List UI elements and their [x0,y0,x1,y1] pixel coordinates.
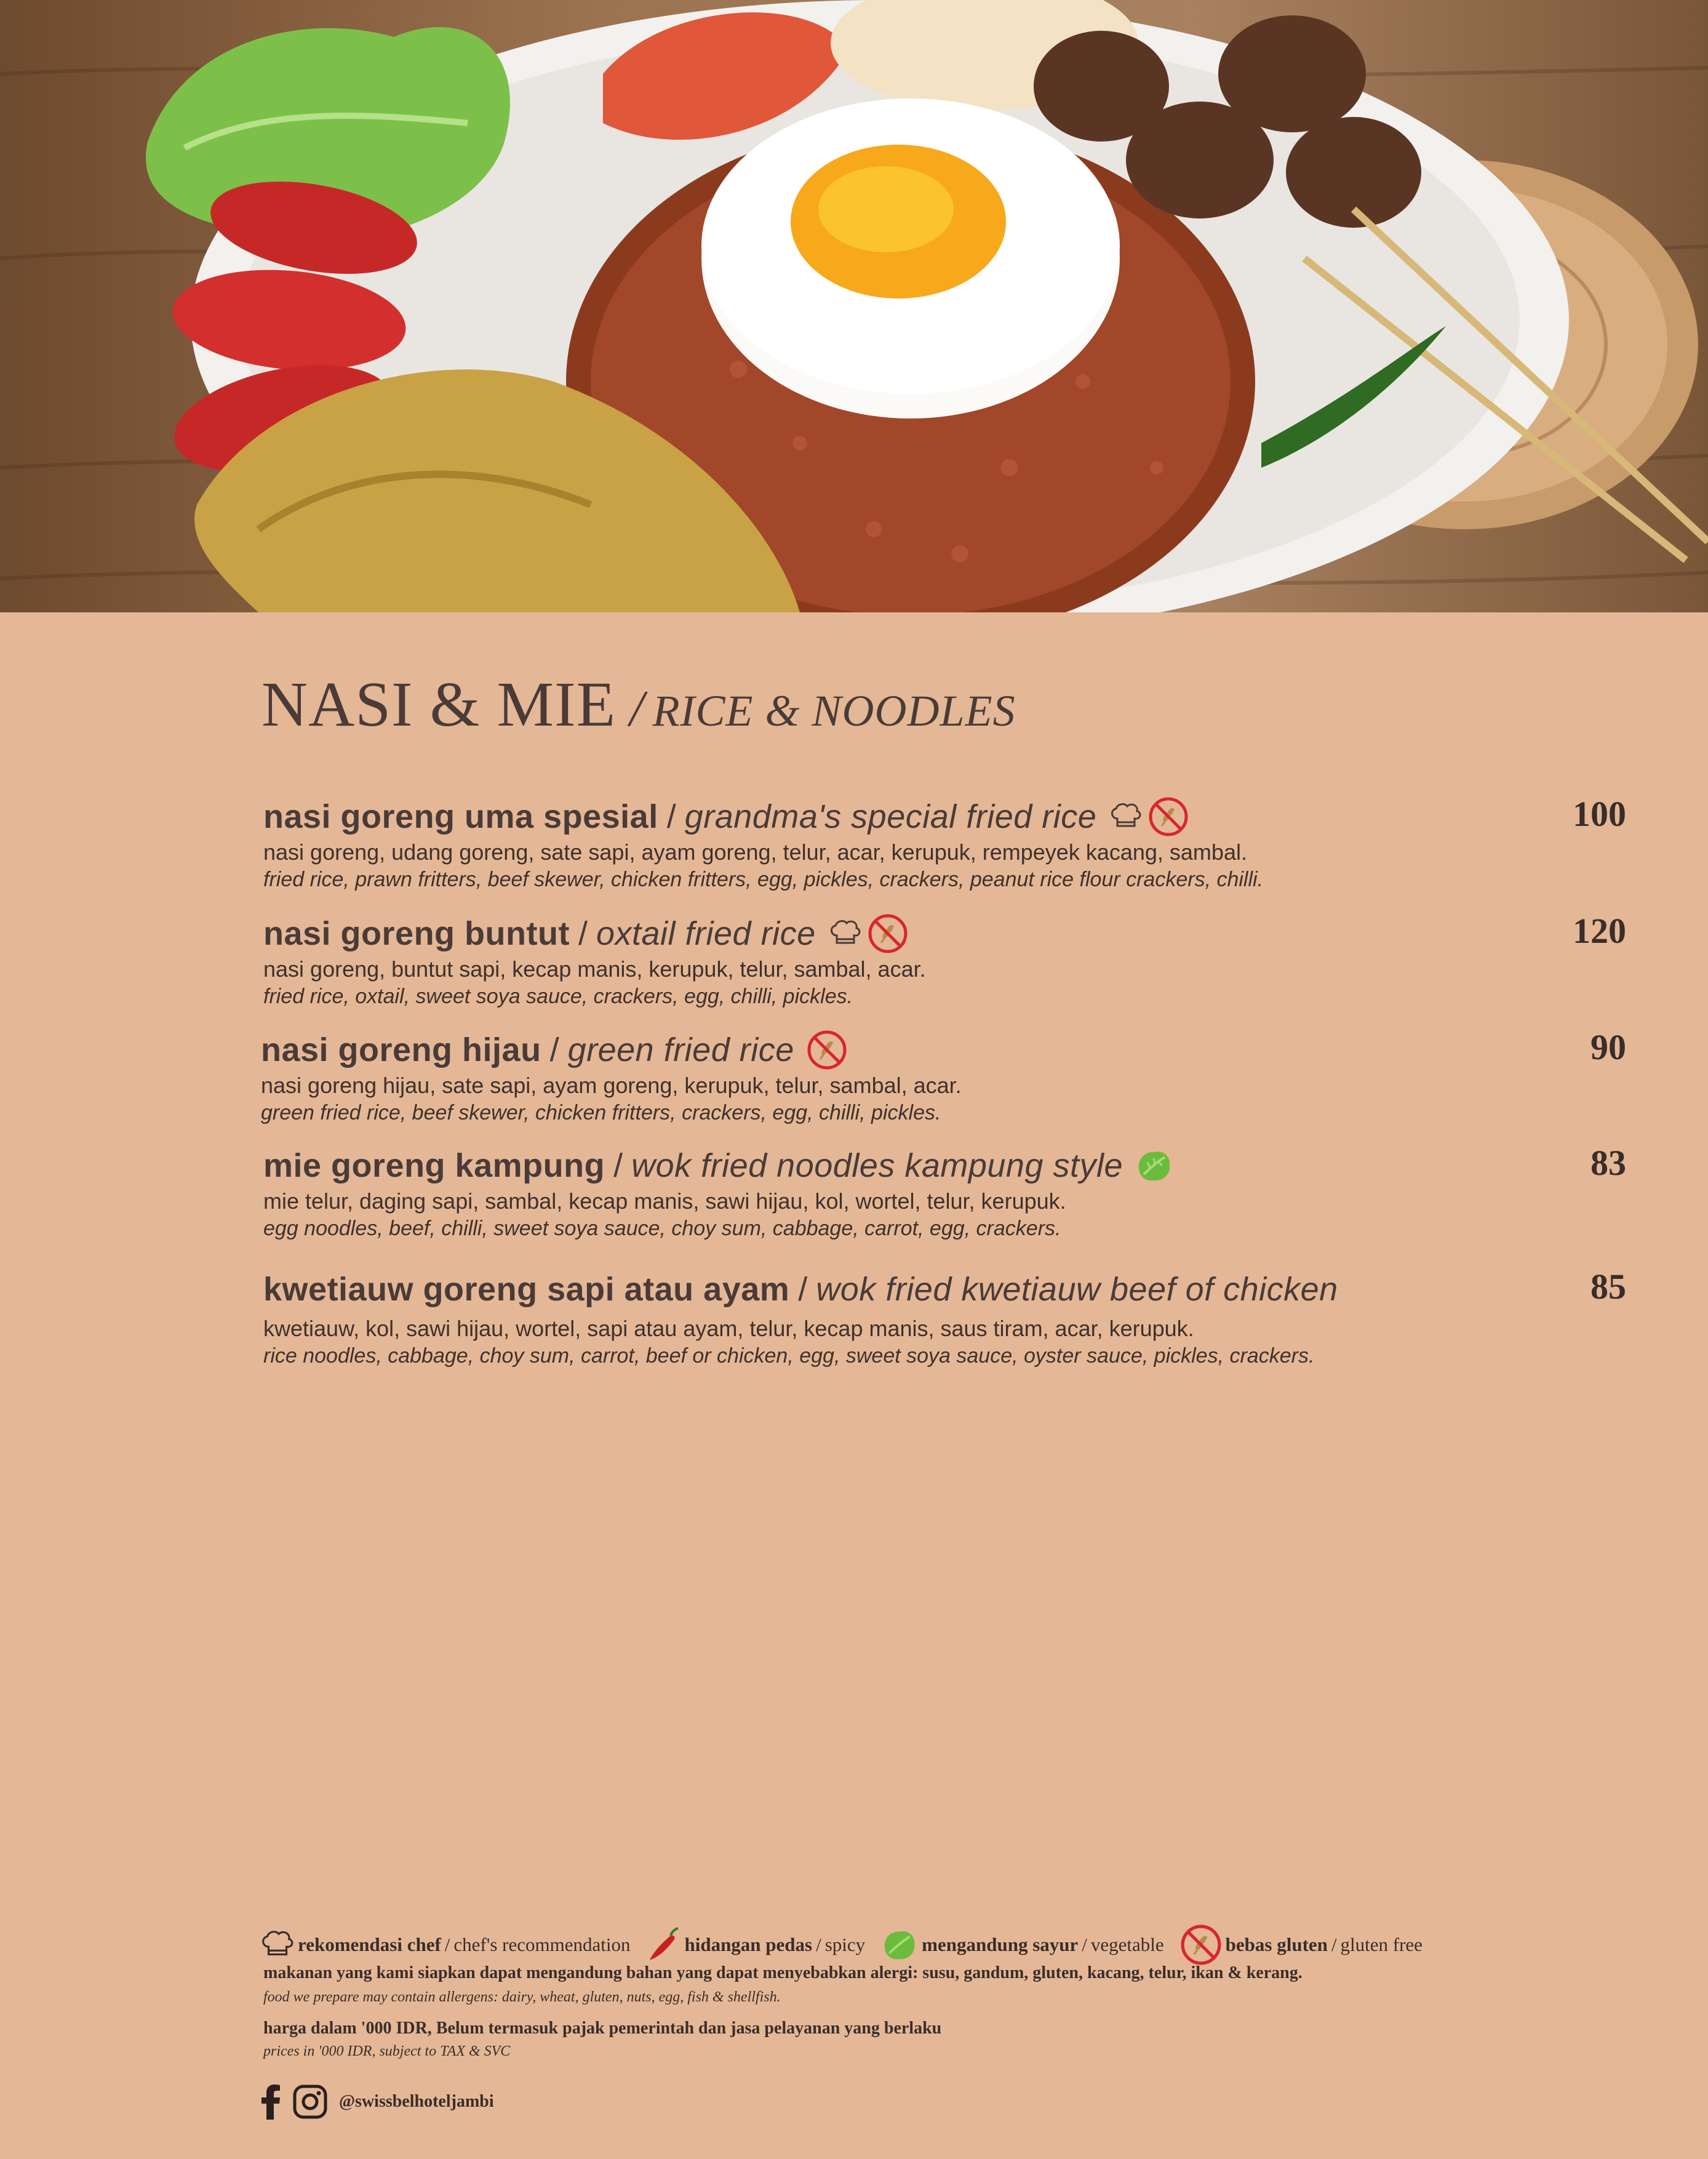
menu-item-description-en: green fried rice, beef skewer, chicken fritters, crackers, egg, chilli, pickles. [261,1101,941,1124]
facebook-icon[interactable] [261,2084,281,2120]
social-handle[interactable]: @swissbelhoteljambi [339,2092,494,2111]
menu-item-name: mie goreng kampung [263,1147,605,1184]
vegetable-icon [881,1927,918,1963]
name-separator: / [549,1031,559,1068]
price-note-en: prices in '000 IDR, subject to TAX & SVC [263,2043,511,2059]
allergy-note: makanan yang kami siapkan dapat mengandung bahan yang dapat menyebabkan alergi: susu, gandum, gluten, kacang, telur, ikan & kerang. [263,1963,1303,1982]
menu-item-price: 100 [1573,794,1626,834]
menu-item-price: 120 [1573,911,1626,951]
menu-item [263,1267,1626,1369]
legend-separator: / [816,1934,821,1955]
menu-item-name: nasi goreng hijau [261,1031,541,1068]
gluten-free-icon [1180,1924,1222,1966]
menu-item-name-en: grandma's special fried rice [684,798,1097,835]
chef-hat-icon [1109,801,1142,832]
legend-gluten-label: bebas gluten [1225,1934,1328,1955]
legend-chef-label-en: chef's recommendation [453,1934,631,1955]
legend-vegetable-label: mengandung sayur [922,1934,1079,1955]
menu-item-description-en: egg noodles, beef, chilli, sweet soya sauce, choy sum, cabbage, carrot, egg, crackers. [263,1217,1061,1240]
menu-item-description: kwetiauw, kol, sawi hijau, wortel, sapi atau ayam, telur, kecap manis, saus tiram, acar, kerupuk. [263,1316,1194,1341]
gluten-free-icon [868,913,908,954]
section-title-main: NASI & MIE [261,669,617,740]
menu-item-description-en: rice noodles, cabbage, choy sum, carrot, beef or chicken, egg, sweet soya sauce, oyster sauce, pickles, crackers. [263,1344,1315,1368]
menu-item-name-en: wok fried kwetiauw beef of chicken [816,1271,1338,1308]
menu-item [263,794,1626,893]
menu-item [263,911,1626,1010]
icon-legend [260,1923,1439,1966]
menu-item-price: 90 [1590,1027,1626,1067]
menu-item-name-en: oxtail fried rice [596,915,816,952]
menu-item-description-en: fried rice, oxtail, sweet soya sauce, crackers, egg, chilli, pickles. [263,985,853,1008]
menu-item-name-en: wok fried noodles kampung style [631,1147,1123,1184]
menu-item [263,1143,1626,1242]
menu-item-price: 85 [1590,1267,1626,1307]
menu-item-price: 83 [1590,1143,1626,1183]
legend-gluten-label-en: gluten free [1340,1934,1423,1955]
menu-item-description: mie telur, daging sapi, sambal, kecap manis, sawi hijau, kol, wortel, telur, kerupuk. [263,1188,1066,1214]
legend-vegetable-label-en: vegetable [1090,1934,1164,1955]
allergy-note-en: food we prepare may contain allergens: dairy, wheat, gluten, nuts, egg, fish & shellfish. [263,1989,781,2005]
menu-item-description: nasi goreng hijau, sate sapi, ayam goreng, kerupuk, telur, sambal, acar. [261,1073,962,1098]
menu-item-name-en: green fried rice [567,1031,794,1068]
chef-hat-icon [828,918,861,949]
social-links [261,2080,494,2123]
gluten-free-icon [807,1030,847,1070]
chili-icon [646,1927,680,1963]
legend-chef [260,1929,630,1961]
vegetable-icon [1135,1147,1173,1184]
menu-item-description-en: fried rice, prawn fritters, beef skewer, chicken fritters, egg, pickles, crackers, peanut rice flour crackers, chilli. [263,868,1264,891]
legend-chef-label: rekomendasi chef [298,1934,441,1955]
hero-food-photo [0,0,1708,612]
chef-hat-icon [260,1929,294,1961]
legend-spicy-label: hidangan pedas [684,1934,813,1955]
menu-item-description: nasi goreng, buntut sapi, kecap manis, kerupuk, telur, sambal, acar. [263,956,926,982]
legend-spicy-label-en: spicy [824,1934,866,1955]
name-separator: / [613,1147,623,1184]
instagram-icon[interactable] [292,2084,328,2120]
gluten-free-icon [1148,796,1189,837]
menu-item-name: nasi goreng buntut [263,915,570,952]
title-separator: / [629,680,644,737]
name-separator: / [666,798,676,835]
legend-separator: / [1331,1934,1337,1955]
legend-spicy [646,1927,865,1963]
menu-item [261,1027,1626,1126]
legend-gluten [1180,1924,1423,1966]
price-note: harga dalam '000 IDR, Belum termasuk pajak pemerintah dan jasa pelayanan yang berlaku [263,2019,942,2038]
legend-separator: / [1082,1934,1087,1955]
name-separator: / [578,915,588,952]
menu-item-name: nasi goreng uma spesial [263,798,658,835]
menu-item-name: kwetiauw goreng sapi atau ayam [263,1271,790,1308]
legend-vegetable [881,1927,1164,1963]
section-title [261,668,1016,741]
nasi-goreng-illustration [0,0,1708,612]
section-title-sub: RICE & NOODLES [652,686,1016,735]
name-separator: / [798,1271,808,1308]
legend-separator: / [444,1934,450,1955]
menu-item-description: nasi goreng, udang goreng, sate sapi, ayam goreng, telur, acar, kerupuk, rempeyek kacang, sambal. [263,839,1247,865]
